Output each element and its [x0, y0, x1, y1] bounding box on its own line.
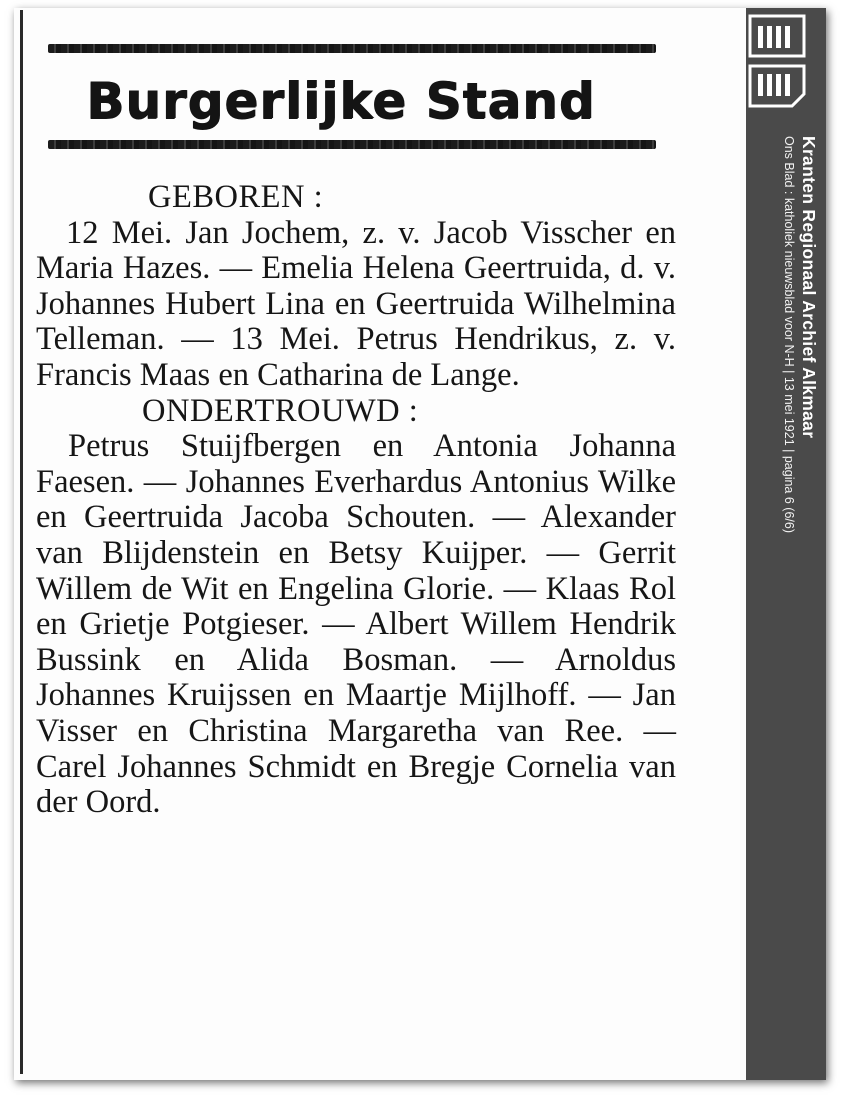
archive-sidebar [746, 8, 826, 1080]
archive-logo-icon [748, 14, 806, 110]
publication-info: Ons Blad : katholiek nieuwsblad voor N-H | 13 mei 1921 | pagina 6 (6/6) [782, 136, 796, 533]
births-text: 12 Mei. Jan Jochem, z. v. Jacob Visscher en Maria Hazes. — Emelia Helena Geertruida, d. v. Johannes Hubert Lina en Geertruida Wilhelmina Telleman. — 13 Mei. Petrus Hendrikus, z. v. Francis Maas en Catharina de Lange. [36, 214, 676, 393]
banns-text: Petrus Stuijfbergen en Antonia Johanna Faesen. — Johannes Everhardus Antonius Wilke en Geertruida Jacoba Schouten. — Alexander van Blijdenstein en Betsy Kuijper. — Gerrit Willem de Wit en Engelina Glorie. — Klaas Rol en Grietje Potgieser. — Albert Willem Hendrik Bussink en Alida Bosman. — Arnoldus Johannes Kruijssen en Maartje Mijlhoff. — Jan Visser en Christina Margaretha van Ree. — Carel Johannes Schmidt en Bregje Cornelia van der Oord. [36, 428, 676, 821]
sidebar-caption [780, 136, 820, 533]
masthead-rule-bottom [48, 140, 656, 149]
archive-title: Kranten Regionaal Archief Alkmaar [799, 136, 819, 439]
article-body [36, 180, 676, 821]
scan-page [14, 8, 826, 1080]
banns-heading: ONDERTROUWD : [142, 392, 419, 429]
masthead-rule-top [48, 44, 656, 53]
newspaper-clipping [14, 8, 746, 1080]
masthead-title: Burgerlijke Stand [86, 72, 596, 130]
column-rule [20, 10, 23, 1074]
births-heading: GEBOREN : [148, 179, 324, 215]
